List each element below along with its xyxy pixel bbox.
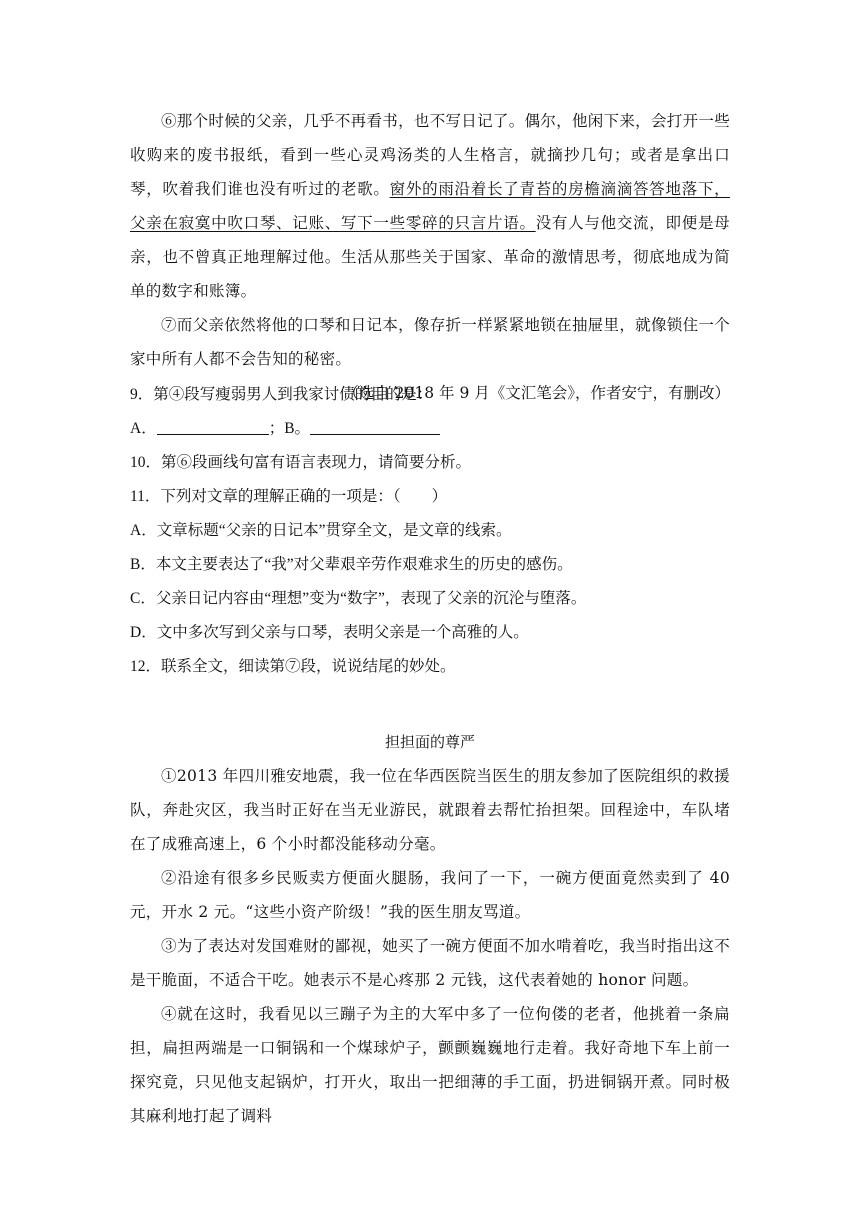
question-9: 9．第④段写瘦弱男人到我家讨债的目的是： — [130, 386, 433, 403]
option-c: C．父亲日记内容由“理想”变为“数字”，表现了父亲的沉沦与堕落。 — [130, 590, 587, 607]
paragraph-6-text-end: 没有人与他交流，即便是母亲，也不曾真正地理解过他。生活从那些关于国家、革命的激情思考，彻底地成为简单的数字和账簿。 — [130, 214, 730, 300]
option-b: B．本文主要表达了“我”对父辈艰辛劳作艰难求生的历史的感伤。 — [130, 556, 573, 573]
paragraph-6 — [130, 104, 730, 308]
passage-title: 担担面的尊严 — [384, 733, 475, 751]
question-9-answers — [130, 412, 730, 446]
question-10: 10．第⑥段画线句富有语言表现力，请简要分析。 — [130, 454, 472, 471]
answer-a-label: A． — [130, 420, 157, 437]
answer-b-label: ；B。 — [268, 420, 311, 437]
paragraph-4: ④就在这时，我看见以三蹦子为主的大军中多了一位佝偻的老者，他挑着一条扁担，扁担两端是一口铜锅和一个煤球炉子，颤颤巍巍地行走着。我好奇地下车上前一探究竟，只见他支起锅炉，打开火，取出一把细薄的手工面，扔进铜锅开煮。同时极其麻利地打起了调料 — [130, 1005, 730, 1125]
paragraph-1: ①2013 年四川雅安地震，我一位在华西医院当医生的朋友参加了医院组织的救援队，奔赴灾区，我当时正好在当无业游民，就跟着去帮忙抬担架。回程途中，车队堵在了成雅高速上，6 个小时都没能移动分毫。 — [130, 767, 730, 853]
underlined-sentence: 窗外的雨沿着长了青苔的房檐滴滴答答地落下，父亲在寂寞中吹口琴、记账、写下一些零碎的只言片语。 — [130, 180, 730, 232]
question-12: 12．联系全文，细读第⑦段，说说结尾的妙处。 — [130, 658, 456, 675]
source-citation: （选自 2018 年 9 月《文汇笔会》，作者安宁，有删改） — [343, 384, 730, 402]
passage-2 — [130, 725, 730, 1133]
option-d: D．文中多次写到父亲与口琴，表明父亲是一个高雅的人。 — [130, 624, 529, 641]
answer-a-blank[interactable] — [157, 418, 269, 435]
paragraph-6-text: ⑥那个时候的父亲，几乎不再看书，也不写日记了。偶尔，他闲下来，会打开一些收购来的废书报纸，看到一些心灵鸡汤类的人生格言，就摘抄几句；或者是拿出口琴，吹着我们谁也没有听过的老歌。 — [130, 112, 730, 198]
answer-b-blank[interactable] — [310, 418, 440, 435]
passage-1-excerpt — [130, 104, 730, 410]
questions-section — [130, 378, 730, 684]
question-11: 11．下列对文章的理解正确的一项是：（ ） — [130, 488, 448, 505]
option-a: A．文章标题“父亲的日记本”贯穿全文，是文章的线索。 — [130, 522, 512, 539]
paragraph-2: ②沿途有很多乡民贩卖方便面火腿肠，我问了一下，一碗方便面竟然卖到了 40 元，开水 2 元。“这些小资产阶级！”我的医生朋友骂道。 — [130, 869, 730, 921]
paragraph-7: ⑦而父亲依然将他的口琴和日记本，像存折一样紧紧地锁在抽屉里，就像锁住一个家中所有人都不会告知的秘密。 — [130, 316, 730, 368]
paragraph-3: ③为了表达对发国难财的鄙视，她买了一碗方便面不加水啃着吃，我当时指出这不是干脆面，不适合干吃。她表示不是心疼那 2 元钱，这代表着她的 honor 问题。 — [130, 937, 730, 989]
